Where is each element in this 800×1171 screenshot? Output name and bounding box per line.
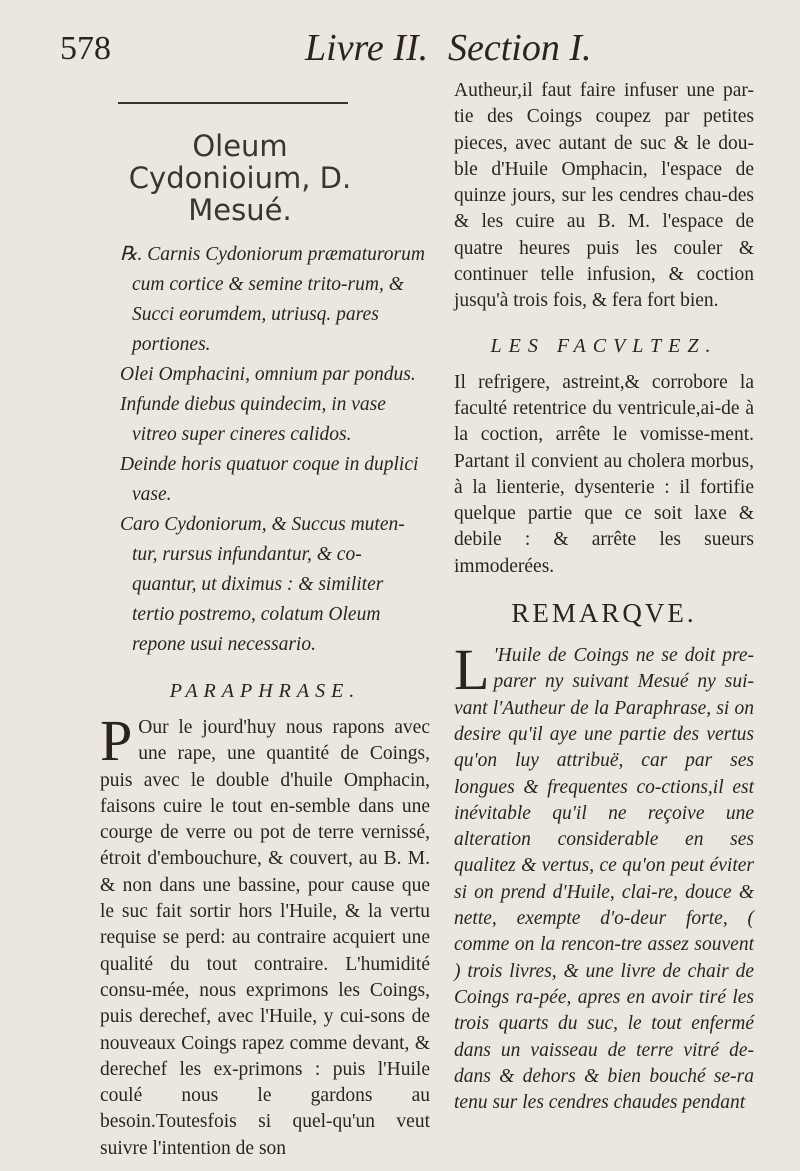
ornamental-rule xyxy=(118,102,348,104)
drop-cap: P xyxy=(100,708,133,773)
paraphrase-text xyxy=(100,708,430,1162)
facultez-heading: LES FACVLTEZ. xyxy=(490,334,718,357)
paraphrase-heading: PARAPHRASE. xyxy=(169,680,361,702)
page-header xyxy=(0,16,800,72)
continuation-text: Autheur,il faut faire infuser une par-tie des Coings coupez par petites pieces, avec autant de suc & le dou-ble d'Huile Omphacin, l'espace de quinze jours, sur les cendres chau-des & les cuire au B. M. l'espace de quatre heures puis les couler & continuer telle infusion, & coction jusqu'à trois fois, & fera fort bien. xyxy=(454,80,754,312)
recipe-line: ℞. Carnis Cydoniorum præmaturorum cum cortice & semine trito-rum, & Succi eorumdem, utriusq. pares portiones. xyxy=(120,244,425,355)
remark-text xyxy=(454,637,754,1116)
remedy-title: Oleum Cydonioium, D. Mesué. xyxy=(128,129,352,227)
remark-body: 'Huile de Coings ne se doit pre-parer ny suivant Mesué ny sui-vant l'Autheur de la Paraphrase, si on desire qu'il aye une partie des vertus qu'on luy attribuë, car par ses longues & frequentes co-ctions,il est inévitable qu'il ne reçoive une alteration considerable en ses qualitez & vertus, ce qu'on peut éviter si on prend d'Huile, clai-re, douce & nette, exempte d'o-deur forte, ( comme on la rencon-tre assez souvent ) trois livres, & une livre de chair de Coings ra-pée, apres en avoir tiré les trois quarts du suc, le tout enfermé dans un vaisseau de terre vitré de-dans & dehors & bien bouché se-ra tenu sur les cendres chaudes pendant xyxy=(454,645,754,1114)
drop-cap: L xyxy=(454,637,490,703)
recipe-line: Caro Cydoniorum, & Succus muten-tur, rursus infundantur, & co-quantur, ut diximus : & similiter tertio postremo, colatum Oleum repone usui necessario. xyxy=(120,514,405,655)
recipe-block xyxy=(120,240,425,660)
recipe-line: Deinde horis quatuor coque in duplici vase. xyxy=(120,454,419,505)
paraphrase-body: Our le jourd'huy nous rapons avec une rape, une quantité de Coings, puis avec le double d'huile Omphacin, faisons cuire le tout en-semble dans une courge de verre ou pot de terre vernissé, étroit d'embouchure, & couvert, au B. M. & non dans une bassine, pour cause que le suc fait sortir hors l'Huile, & la vertu requise se perd: au contraire acquiert une qualité du tout contraire. L'humidité consu-mée, nous exprimons les Coings, puis derechef, avec l'Huile, y cui-sons de nouveaux Coings rapez comme devant, & derechef les ex-primons : puis l'Huile coulé nous le gardons au besoin.Toutesfois si quel-qu'un veut suivre l'intention de son xyxy=(100,717,430,1159)
running-title-section: Section I. xyxy=(448,27,592,69)
page-number: 578 xyxy=(60,30,111,67)
left-column xyxy=(50,80,430,1162)
recipe-line: Infunde diebus quindecim, in vase vitreo super cineres calidos. xyxy=(120,394,386,445)
right-column xyxy=(454,80,754,1116)
remark-heading: REMARQVE. xyxy=(511,598,697,629)
facultez-text: Il refrigere, astreint,& corrobore la faculté retentrice du ventricule,ai-de à la coction, arrête le vomisse-ment. Partant il convient au cholera morbus, à la lienterie, dysenterie : il fortifie quelque partie que ce soit laxe & debile : & arrête les sueurs immoderées. xyxy=(454,371,754,577)
recipe-line: Olei Omphacini, omnium par pondus. xyxy=(120,364,416,385)
running-title-book: Livre II. xyxy=(305,27,429,69)
